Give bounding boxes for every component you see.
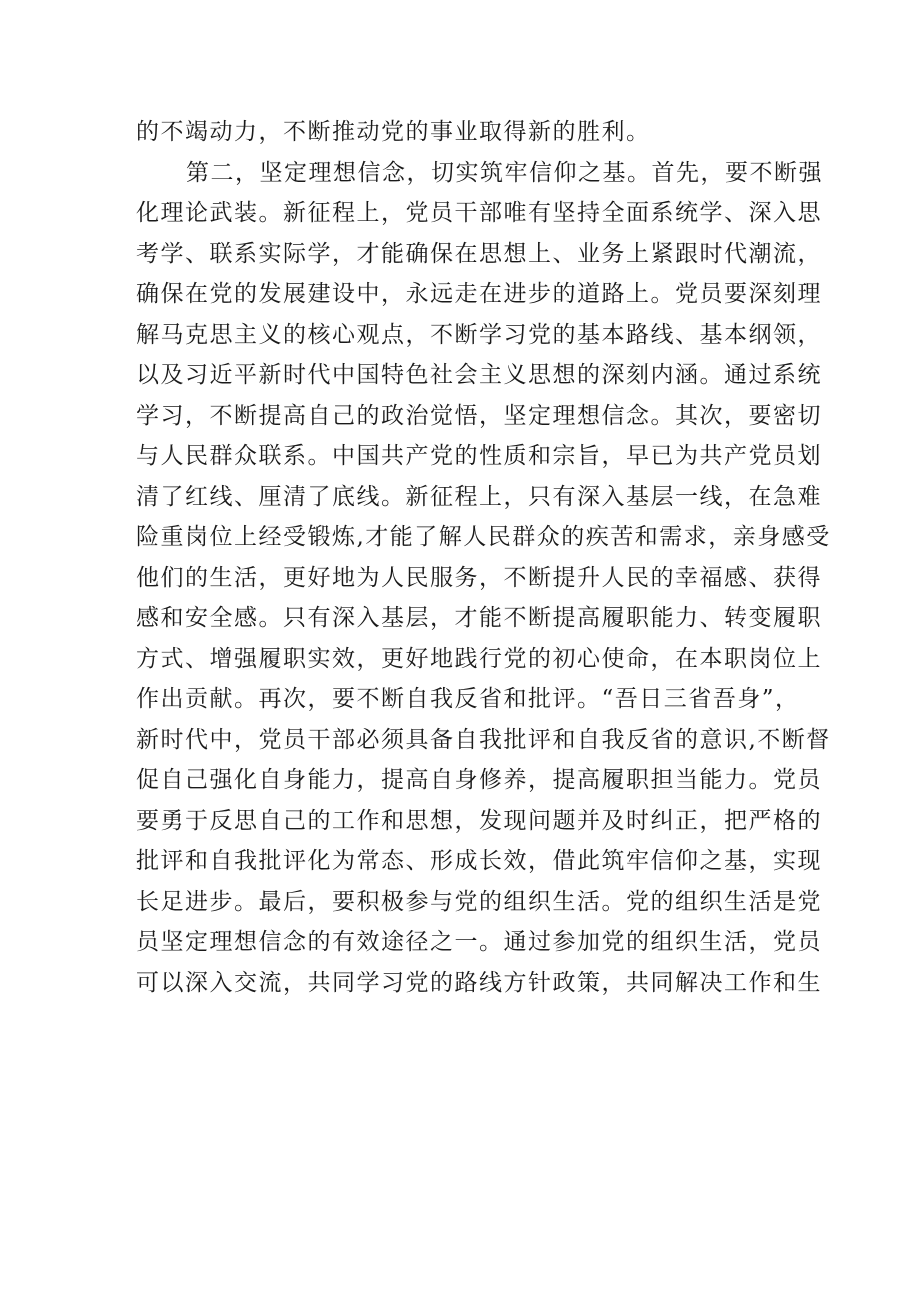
text-line: 要勇于反思自己的工作和思想，发现问题并及时纠正，把严格的 [136, 807, 822, 834]
text-line: 批评和自我批评化为常态、形成长效，借此筑牢信仰之基，实现 [136, 848, 822, 874]
body-text [136, 112, 831, 1003]
text-line: 方式、增强履职实效，更好地践行党的初心使命，在本职岗位上 [136, 645, 822, 672]
text-line: 考学、联系实际学，才能确保在思想上、业务上紧跟时代潮流， [136, 240, 822, 267]
text-line: 化理论武装。新征程上，党员干部唯有坚持全面系统学、深入思 [136, 200, 822, 226]
text-line: 感和安全感。只有深入基层，才能不断提高履职能力、转变履职 [136, 605, 822, 631]
text-line: 学习，不断提高自己的政治觉悟，坚定理想信念。其次，要密切 [136, 402, 822, 429]
text-line: 解马克思主义的核心观点，不断学习党的基本路线、基本纲领， [136, 321, 822, 348]
text-line: 险重岗位上经受锻炼,才能了解人民群众的疾苦和需求，亲身感受 [136, 524, 831, 550]
text-line: 以及习近平新时代中国特色社会主义思想的深刻内涵。通过系统 [136, 362, 822, 388]
text-line: 可以深入交流，共同学习党的路线方针政策，共同解决工作和生 [136, 969, 822, 996]
text-line: 的不竭动力，不断推动党的事业取得新的胜利。 [136, 119, 651, 145]
text-line: 员坚定理想信念的有效途径之一。通过参加党的组织生活，党员 [136, 929, 822, 955]
text-line: 新时代中，党员干部必须具备自我批评和自我反省的意识,不断督 [136, 726, 831, 753]
paragraph-start-line: 第二，坚定理想信念，切实筑牢信仰之基。首先，要不断强 [186, 159, 823, 186]
text-line: 清了红线、厘清了底线。新征程上，只有深入基层一线，在急难 [136, 483, 822, 510]
text-line: 作出贡献。再次，要不断自我反省和批评。“吾日三省吾身”， [136, 686, 800, 712]
text-line: 促自己强化自身能力，提高自身修养，提高履职担当能力。党员 [136, 767, 822, 793]
text-line: 长足进步。最后，要积极参与党的组织生活。党的组织生活是党 [136, 888, 822, 915]
text-line: 与人民群众联系。中国共产党的性质和宗旨，早已为共产党员划 [136, 443, 822, 469]
text-line: 他们的生活，更好地为人民服务，不断提升人民的幸福感、获得 [136, 564, 822, 591]
text-line: 确保在党的发展建设中，永远走在进步的道路上。党员要深刻理 [136, 281, 822, 307]
